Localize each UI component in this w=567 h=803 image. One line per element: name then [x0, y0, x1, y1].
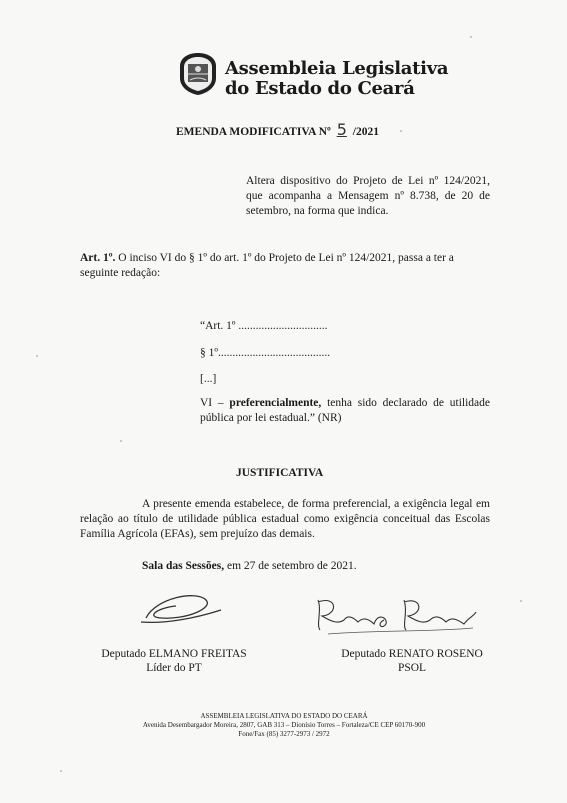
signatory-role: PSOL	[397, 662, 427, 674]
scan-speck	[400, 130, 402, 132]
ceara-state-seal-icon	[178, 52, 218, 96]
justification-text: A presente emenda estabelece, de forma preferencial, a exigência legal em relação ao título de utilidade pública estadual como exigência conceitual das Escolas Família Agrícola (EFAs), sem prejuízo das demais.	[80, 498, 490, 540]
scan-speck	[470, 36, 472, 38]
org-name-line2: do Estado do Ceará	[225, 78, 415, 99]
signatory-name: Deputado ELMANO FREITAS	[101, 648, 247, 660]
scan-speck	[520, 600, 522, 602]
justification-title: JUSTIFICATIVA	[236, 467, 324, 479]
article-label: Art. 1º.	[80, 252, 116, 264]
ementa-paragraph: Altera dispositivo do Projeto de Lei nº 124/2021, que acompanha a Mensagem nº 8.738, de 20 de setembro, na forma que indica.	[246, 175, 490, 217]
signature-elmano-freitas	[136, 588, 226, 628]
scan-speck	[60, 770, 62, 772]
signatory-name: Deputado RENATO ROSENO	[341, 648, 483, 660]
session-date: em 27 de setembro de 2021.	[224, 560, 357, 572]
footer-org: ASSEMBLEIA LEGISLATIVA DO ESTADO DO CEARÁ	[200, 712, 368, 720]
footer-phone: Fone/Fax (85) 3277-2973 / 2972	[238, 730, 330, 738]
quoted-line-article: “Art. 1º ...............................	[200, 320, 328, 332]
amendment-title	[176, 120, 379, 139]
quoted-line-paragraph: § 1º.......................................	[200, 347, 331, 359]
scan-speck	[120, 440, 122, 442]
justification-body	[80, 497, 490, 542]
org-name-line1: Assembleia Legislativa	[225, 58, 449, 79]
inciso-prefix: VI –	[200, 397, 230, 409]
session-line	[142, 560, 357, 572]
amendment-number: 5	[336, 120, 347, 139]
signatory-role: Líder do PT	[146, 662, 202, 674]
quoted-line-ellipsis: [...]	[200, 373, 217, 385]
amendment-title-prefix: EMENDA MODIFICATIVA Nº	[176, 126, 331, 138]
quoted-inciso	[200, 396, 490, 426]
inciso-rest: tenha sido declarado de utilidade pública por lei estadual.” (NR)	[200, 397, 490, 424]
article-paragraph	[80, 251, 490, 281]
amendment-year: /2021	[352, 126, 379, 138]
scan-speck	[36, 355, 38, 357]
inciso-bold: preferencialmente,	[229, 397, 322, 409]
article-text: O inciso VI do § 1º do art. 1º do Projeto de Lei nº 124/2021, passa a ter a seguinte redação:	[80, 252, 454, 279]
session-label: Sala das Sessões,	[142, 560, 225, 572]
footer-address: Avenida Desembargador Moreira, 2807, GAB 313 – Dionísio Torres – Fortaleza/CE CEP 60170-900	[142, 721, 426, 729]
signature-renato-roseno	[308, 590, 478, 640]
